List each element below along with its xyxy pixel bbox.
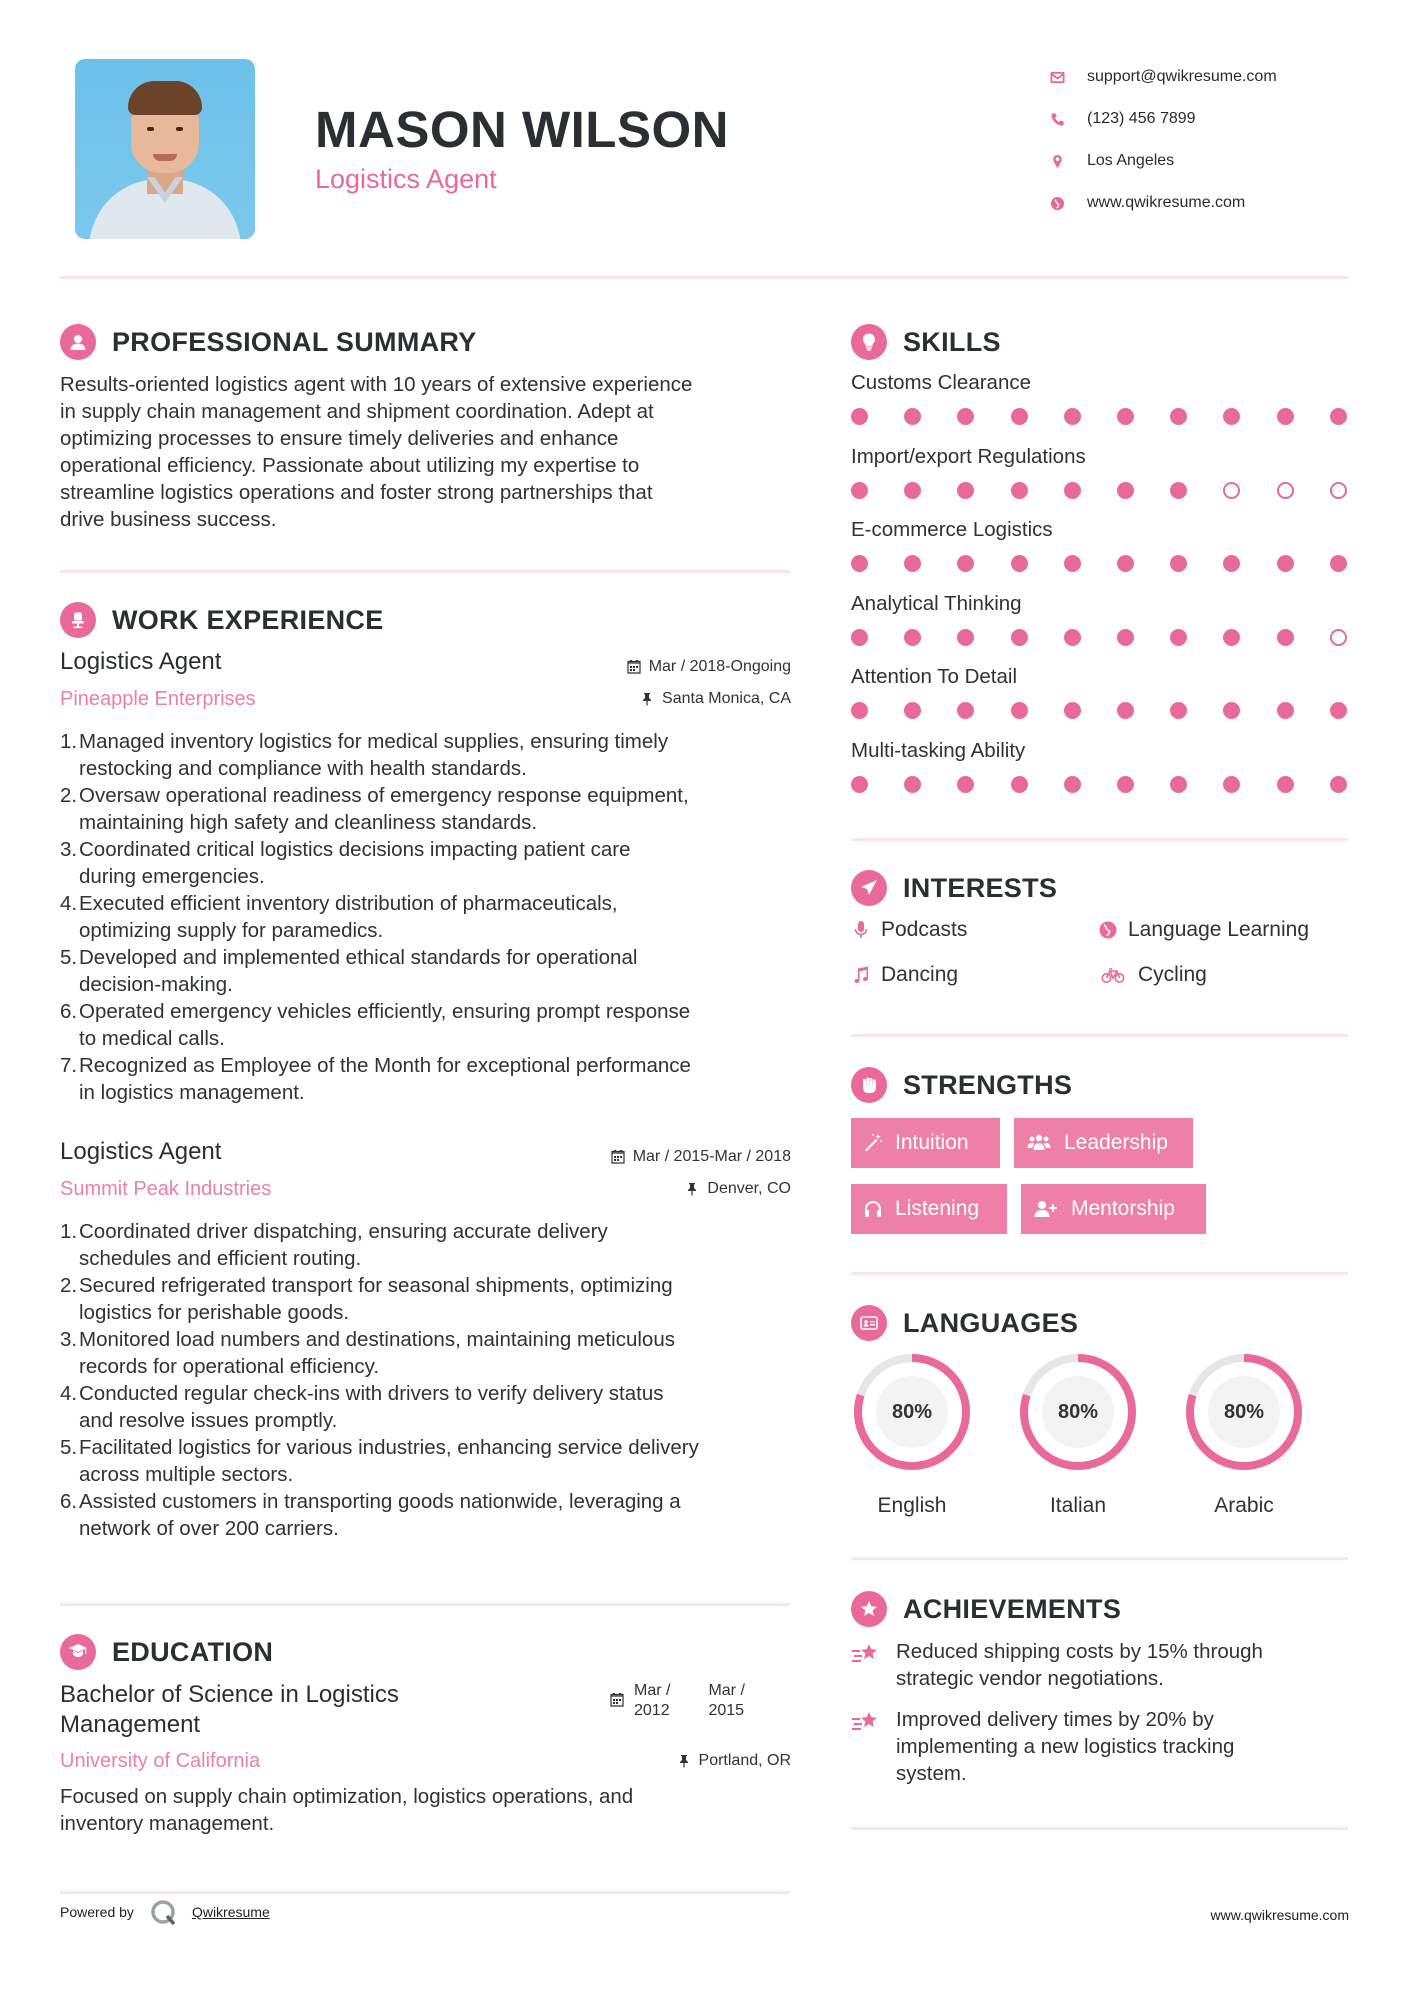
rating-dot-filled (1011, 629, 1028, 646)
rating-dot-filled (957, 702, 974, 719)
language-percent: 80% (891, 1400, 933, 1423)
interest-cycling: Cycling (1098, 963, 1207, 987)
job-date: Mar / 2015-Mar / 2018 (611, 1148, 791, 1166)
rating-dot-filled (851, 555, 868, 572)
strength-leadership: Leadership (1014, 1118, 1193, 1168)
list-item: 3. Coordinated critical logistics decisions impacting patient care during emergencies. (60, 838, 631, 888)
strengths-heading: STRENGTHS (851, 1067, 1072, 1103)
pushpin-icon (677, 1754, 691, 1768)
school-location: Portland, OR (677, 1752, 791, 1770)
rating-dot-filled (1330, 555, 1347, 572)
language-name: English (877, 1494, 947, 1517)
pushpin-icon (640, 692, 654, 706)
job-date: Mar / 2018-Ongoing (627, 658, 791, 676)
language-name: Arabic (1214, 1494, 1274, 1517)
list-item: 1. Managed inventory logistics for medical supplies, ensuring timely restocking and compliance with health standards. (60, 730, 669, 780)
rating-dot-filled (1011, 482, 1028, 499)
interest-podcasts: Podcasts (851, 918, 967, 942)
music-note-icon (851, 965, 871, 985)
rating-dot-empty (1330, 629, 1347, 646)
calendar-icon (627, 660, 641, 674)
school-name: University of California (60, 1750, 261, 1772)
list-item: 1. Coordinated driver dispatching, ensuring accurate delivery schedules and efficient routing. (60, 1220, 608, 1270)
summary-divider (60, 570, 790, 573)
rating-dot-filled (1117, 629, 1134, 646)
language-arabic (1183, 1351, 1305, 1518)
fist-icon (851, 1067, 887, 1103)
skill-rating (851, 408, 1383, 425)
rating-dot-filled (1117, 555, 1134, 572)
rating-dot-filled (1223, 555, 1240, 572)
list-item: 7. Recognized as Employee of the Month for exceptional performance in logistics management. (60, 1054, 691, 1104)
lightbulb-icon (851, 324, 887, 360)
summary-heading: PROFESSIONAL SUMMARY (60, 324, 477, 360)
language-italian (1017, 1351, 1139, 1518)
list-item: 2. Secured refrigerated transport for seasonal shipments, optimizing logistics for perishable goods. (60, 1274, 673, 1324)
footer-powered-by: Powered by Qwikresume (60, 1897, 270, 1927)
rating-dot-filled (1277, 408, 1294, 425)
degree-title: Bachelor of Science in Logistics Management (60, 1681, 399, 1738)
rating-dot-filled (1170, 555, 1187, 572)
rating-dot-filled (851, 629, 868, 646)
strength-intuition: Intuition (851, 1118, 1000, 1168)
experience-divider (60, 1603, 790, 1606)
job-1 (60, 648, 791, 1108)
skill-name: Customs Clearance (851, 371, 1032, 394)
rating-dot-filled (957, 629, 974, 646)
rating-dot-filled (1117, 408, 1134, 425)
education-divider (60, 1891, 790, 1894)
job-responsibilities (60, 1218, 800, 1542)
skill-rating (851, 776, 1383, 793)
rating-dot-filled (851, 776, 868, 793)
rating-dot-filled (1330, 408, 1347, 425)
header-divider (60, 276, 1348, 279)
skill-name: Attention To Detail (851, 665, 1018, 688)
rating-dot-filled (1223, 629, 1240, 646)
rating-dot-filled (904, 702, 921, 719)
education-description: Focused on supply chain optimization, logistics operations, and inventory management. (60, 1785, 634, 1835)
headphones-icon (863, 1199, 883, 1219)
language-percent: 80% (1223, 1400, 1265, 1423)
list-item: 4. Executed efficient inventory distribution of pharmaceuticals, optimizing supply for paramedics. (60, 892, 618, 942)
footer-website[interactable]: www.qwikresume.com (1210, 1907, 1349, 1923)
rating-dot-filled (1011, 702, 1028, 719)
achievements-heading: ACHIEVEMENTS (851, 1591, 1121, 1627)
shooting-star-icon (851, 1708, 881, 1736)
summary-text: Results-oriented logistics agent with 10 years of extensive experience in supply chain management and shipment coordination. Adept at optimizing processes to ensure timely deliveries and enhance operational efficiency. Passionate about utilizing my expertise to streamline logistics operations and foster strong partnerships that drive business success. (60, 373, 693, 531)
job-responsibilities (60, 728, 800, 1106)
languages-heading: LANGUAGES (851, 1305, 1078, 1341)
skill-rating (851, 555, 1383, 572)
star-badge-icon (851, 1591, 887, 1627)
qwikresume-logo-icon (148, 1897, 178, 1927)
experience-heading: WORK EXPERIENCE (60, 602, 384, 638)
skills-divider (851, 838, 1348, 841)
list-item: 6. Assisted customers in transporting goods nationwide, leveraging a network of over 200 carriers. (60, 1490, 681, 1540)
rating-dot-filled (1064, 408, 1081, 425)
globe-icon (1098, 920, 1118, 940)
rating-dot-filled (1117, 482, 1134, 499)
microphone-icon (851, 920, 871, 940)
user-plus-icon (1033, 1199, 1059, 1219)
profile-photo (75, 59, 255, 239)
rating-dot-filled (1170, 482, 1187, 499)
rating-dot-filled (1330, 776, 1347, 793)
contact-website[interactable]: www.qwikresume.com (1050, 182, 1277, 224)
rating-dot-filled (1170, 408, 1187, 425)
user-icon (60, 324, 96, 360)
job-title: Logistics Agent (60, 648, 222, 675)
rating-dot-filled (1277, 629, 1294, 646)
rating-dot-filled (1277, 776, 1294, 793)
rating-dot-filled (904, 776, 921, 793)
education-heading: EDUCATION (60, 1634, 273, 1670)
job-2 (60, 1138, 791, 1558)
achievement-item: Improved delivery times by 20% by implementing a new logistics tracking system. (851, 1706, 1348, 1787)
interest-dancing: Dancing (851, 963, 958, 987)
job-company: Pineapple Enterprises (60, 688, 256, 710)
skill-rating (851, 629, 1383, 646)
list-item: 5. Facilitated logistics for various industries, enhancing service delivery across multiple sectors. (60, 1436, 699, 1486)
rating-dot-filled (1223, 702, 1240, 719)
rating-dot-filled (1170, 776, 1187, 793)
rating-dot-filled (904, 555, 921, 572)
group-icon (1026, 1133, 1052, 1153)
id-card-icon (851, 1305, 887, 1341)
list-item: 5. Developed and implemented ethical standards for operational decision-making. (60, 946, 638, 996)
rating-dot-filled (851, 482, 868, 499)
qwikresume-link[interactable]: Qwikresume (191, 1904, 270, 1920)
pushpin-icon (685, 1182, 699, 1196)
interests-heading: INTERESTS (851, 870, 1057, 906)
languages-divider (851, 1557, 1348, 1560)
rating-dot-filled (1064, 629, 1081, 646)
rating-dot-empty (1330, 482, 1347, 499)
job-location: Santa Monica, CA (640, 690, 791, 708)
list-item: 4. Conducted regular check-ins with drivers to verify delivery status and resolve issues promptly. (60, 1382, 664, 1432)
rating-dot-filled (957, 555, 974, 572)
rating-dot-filled (1170, 629, 1187, 646)
skill-name: Multi-tasking Ability (851, 738, 1026, 762)
magic-wand-icon (863, 1133, 883, 1153)
contact-block (1050, 56, 1277, 224)
rating-dot-filled (957, 408, 974, 425)
shooting-star-icon (851, 1640, 881, 1668)
graduate-icon (60, 1634, 96, 1670)
achievement-item: Reduced shipping costs by 15% through strategic vendor negotiations. (851, 1638, 1348, 1692)
rating-dot-filled (904, 408, 921, 425)
rating-dot-filled (1011, 555, 1028, 572)
envelope-icon (1050, 70, 1087, 85)
rating-dot-filled (851, 408, 868, 425)
candidate-role: Logistics Agent (315, 164, 497, 194)
map-pin-icon (1050, 154, 1087, 169)
rating-dot-filled (1277, 702, 1294, 719)
achievements-divider (851, 1827, 1348, 1830)
rating-dot-filled (1330, 702, 1347, 719)
skill-name: Analytical Thinking (851, 591, 1022, 615)
list-item: 6. Operated emergency vehicles efficiently, ensuring prompt response to medical calls. (60, 1000, 691, 1050)
rating-dot-filled (1011, 776, 1028, 793)
skill-rating (851, 482, 1383, 499)
rating-dot-filled (1170, 702, 1187, 719)
job-title: Logistics Agent (60, 1138, 222, 1165)
job-location: Denver, CO (685, 1180, 791, 1198)
calendar-icon (610, 1693, 624, 1707)
candidate-name: MASON WILSON (315, 101, 729, 158)
rating-dot-filled (1277, 555, 1294, 572)
skill-name: E-commerce Logistics (851, 518, 1053, 541)
chair-icon (60, 602, 96, 638)
rating-dot-filled (1011, 408, 1028, 425)
rating-dot-filled (957, 482, 974, 499)
skills-heading: SKILLS (851, 324, 1001, 360)
calendar-icon (611, 1150, 625, 1164)
language-name: Italian (1049, 1494, 1107, 1517)
language-percent: 80% (1057, 1400, 1099, 1423)
strength-listening: Listening (851, 1184, 1007, 1234)
job-company: Summit Peak Industries (60, 1178, 272, 1200)
skill-rating (851, 702, 1383, 719)
contact-email[interactable]: support@qwikresume.com (1050, 56, 1277, 98)
rating-dot-filled (1117, 702, 1134, 719)
rating-dot-filled (1117, 776, 1134, 793)
contact-location: Los Angeles (1050, 140, 1277, 182)
paper-plane-icon (851, 870, 887, 906)
interest-language-learning: Language Learning (1098, 918, 1309, 942)
education-date: Mar / 2012 Mar / 2015 (610, 1681, 745, 1721)
rating-dot-filled (851, 702, 868, 719)
rating-dot-filled (904, 482, 921, 499)
rating-dot-filled (1223, 776, 1240, 793)
rating-dot-filled (1064, 482, 1081, 499)
rating-dot-filled (957, 776, 974, 793)
globe-icon (1050, 196, 1087, 211)
bicycle-icon (1098, 965, 1128, 985)
rating-dot-empty (1277, 482, 1294, 499)
rating-dot-filled (1064, 702, 1081, 719)
rating-dot-filled (1064, 776, 1081, 793)
skill-name: Import/export Regulations (851, 444, 1086, 468)
language-english (851, 1351, 973, 1518)
list-item: 2. Oversaw operational readiness of emergency response equipment, maintaining high safety and cleanliness standards. (60, 784, 689, 834)
strengths-divider (851, 1272, 1348, 1275)
rating-dot-empty (1223, 482, 1240, 499)
contact-phone[interactable]: (123) 456 7899 (1050, 98, 1277, 140)
strength-mentorship: Mentorship (1021, 1184, 1206, 1234)
phone-icon (1050, 112, 1087, 127)
list-item: 3. Monitored load numbers and destinations, maintaining meticulous records for operational efficiency. (60, 1328, 675, 1378)
education-entry (60, 1680, 791, 1840)
interests-divider (851, 1034, 1348, 1037)
rating-dot-filled (1223, 408, 1240, 425)
rating-dot-filled (904, 629, 921, 646)
rating-dot-filled (1064, 555, 1081, 572)
